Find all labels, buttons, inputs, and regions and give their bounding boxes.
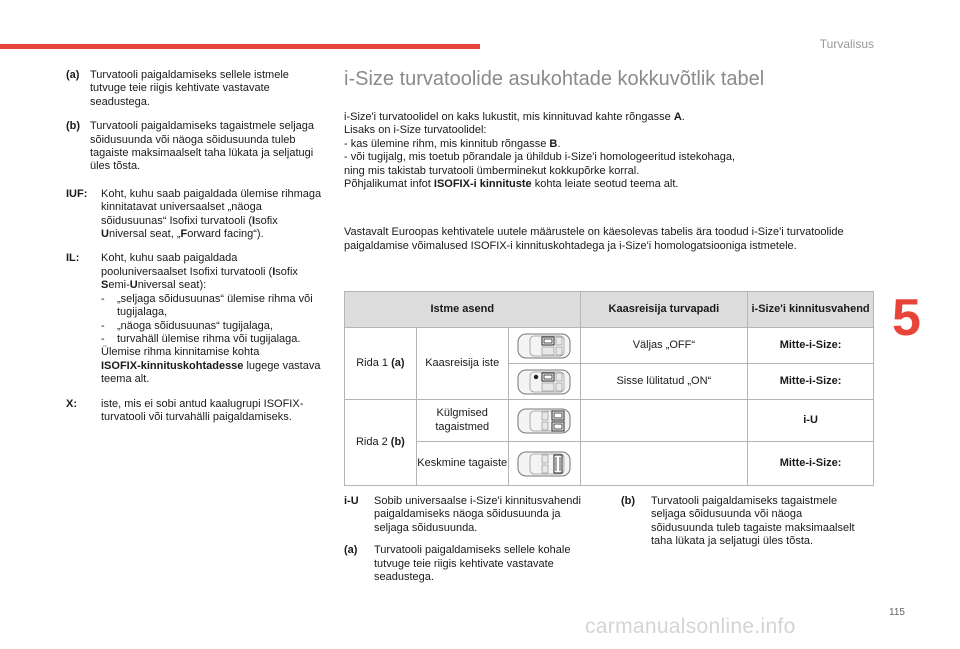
page-number: 115 bbox=[889, 607, 905, 618]
legend-text: Koht, kuhu saab paigaldada ülemise rihmaga kinnitatavat universaalset „näoga sõidusuunas“ Isofixi turvatooli (Isofix Universal seat, „Forward facing“). bbox=[101, 187, 322, 241]
table-header: Kaasreisija turvapadi bbox=[580, 292, 748, 328]
row-label: Rida 1 (a) bbox=[345, 328, 417, 400]
legend-text: iste, mis ei sobi antud kaalugrupi ISOFIX-turvatooli või turvahälli paigaldamiseks. bbox=[101, 397, 304, 423]
footnote-key: i-U bbox=[344, 495, 359, 507]
legend-key: (a) bbox=[66, 69, 80, 81]
airbag-empty bbox=[580, 400, 748, 442]
car-seat-icon bbox=[508, 364, 580, 400]
car-seat-icon bbox=[508, 328, 580, 364]
footnote-text: Turvatooli paigaldamiseks sellele kohale tutvuge teie riigis kehtivate vastavate seadustega. bbox=[374, 544, 571, 584]
legend-a bbox=[66, 69, 324, 109]
isize-value: Mitte-i-Size: bbox=[748, 364, 874, 400]
legend-key: IUF: bbox=[66, 187, 88, 200]
isize-table bbox=[344, 291, 874, 486]
paragraph: Lisaks on i-Size turvatoolidel: bbox=[344, 124, 487, 137]
legend-text: Turvatooli paigaldamiseks tagaistmele seljaga sõidusuunda või näoga sõidusuunda tuleb tagaiste maksimaalselt taha lükata ja seljatugi üles tõsta. bbox=[90, 120, 314, 173]
airbag-empty bbox=[580, 442, 748, 486]
legend-b bbox=[66, 120, 324, 174]
legend-text: Koht, kuhu saab paigaldada pooluniversaalset Isofixi turvatooli (Isofix Semi-Universal seat): - „seljaga sõidusuunas“ ülemise rihma või tugijalaga, - „näoga sõidusuunas“ tugijalaga, - turvahäll ülemise rihma või tugijalaga. Ülemise rihma kinnitamise kohta ISOFIX-kinnituskohtadesse lugege vastava teema alt. bbox=[101, 252, 324, 386]
list-item: - „näoga sõidusuunas“ tugijalaga, bbox=[101, 319, 273, 332]
table-header: Istme asend bbox=[345, 292, 581, 328]
table-header-row bbox=[345, 292, 874, 328]
left-legend bbox=[66, 69, 324, 435]
legend-il bbox=[66, 252, 324, 386]
table-row bbox=[345, 442, 874, 486]
isize-value: Mitte-i-Size: bbox=[748, 328, 874, 364]
list-item: - „seljaga sõidusuunas“ ülemise rihma või tugijalaga, bbox=[101, 292, 313, 319]
seat-name: Keskmine tagaiste bbox=[416, 442, 508, 486]
section-header: Turvalisus bbox=[819, 37, 874, 51]
main-content bbox=[344, 66, 874, 253]
chapter-number: 5 bbox=[892, 289, 921, 347]
isize-value: i-U bbox=[748, 400, 874, 442]
airbag-on: Sisse lülitatud „ON“ bbox=[580, 364, 748, 400]
legend-key: X: bbox=[66, 397, 77, 410]
table-row bbox=[345, 328, 874, 364]
footnote-b bbox=[621, 495, 861, 549]
isize-value: Mitte-i-Size: bbox=[748, 442, 874, 486]
legend-text: Turvatooli paigaldamiseks sellele istmele tutvuge teie riigis kehtivate vastavate seadustega. bbox=[90, 69, 289, 108]
table-header: i-Size'i kinnitusvahend bbox=[748, 292, 874, 328]
top-accent-bar bbox=[0, 44, 480, 49]
airbag-off: Väljas „OFF“ bbox=[580, 328, 748, 364]
legend-x bbox=[66, 398, 324, 425]
paragraph: Põhjalikumat infot ISOFIX-i kinnituste kohta leiate seotud teema alt. bbox=[344, 178, 679, 191]
paragraph: - või tugijalg, mis toetub põrandale ja ühildub i-Size'i homologeeritud istekohaga, bbox=[344, 151, 735, 164]
legend-key: (b) bbox=[66, 120, 81, 133]
watermark: carmanualsonline.info bbox=[585, 615, 796, 638]
footnote-key: (b) bbox=[621, 495, 636, 507]
seat-name: Külgmised tagaistmed bbox=[416, 400, 508, 442]
footnote-text: Sobib universaalse i-Size'i kinnitusvahendi paigaldamiseks näoga sõidusuunda ja seljaga sõidusuunda. bbox=[374, 495, 581, 534]
footnote-a bbox=[344, 544, 594, 584]
paragraph: Vastavalt Euroopas kehtivatele uutele määrustele on käesolevas tabelis ära toodud i-Size'i turvatoolide paigaldamise võimalused ISOFIX-i kinnituskohtadega ja i-Size'i homologatsiooniga istmetele. bbox=[344, 226, 844, 252]
footnotes-right bbox=[621, 495, 861, 558]
paragraph: i-Size'i turvatoolidel on kaks lukustit, mis kinnituvad kahte rõngasse A. bbox=[344, 111, 685, 123]
footnotes-left bbox=[344, 495, 594, 593]
table-row bbox=[345, 400, 874, 442]
car-seat-icon bbox=[508, 400, 580, 442]
paragraph: ning mis takistab turvatooli ümberminekut kokkupõrke korral. bbox=[344, 164, 640, 177]
footnote-key: (a) bbox=[344, 544, 358, 557]
footnote-iu bbox=[344, 495, 594, 535]
page-title: i-Size turvatoolide asukohtade kokkuvõtlik tabel bbox=[344, 68, 765, 90]
car-seat-icon bbox=[508, 442, 580, 486]
footnote-text: Turvatooli paigaldamiseks tagaistmele seljaga sõidusuunda või näoga sõidusuunda tuleb tagaiste maksimaalselt taha lükata ja seljatugi üles tõsta. bbox=[651, 495, 855, 548]
list-item: - turvahäll ülemise rihma või tugijalaga. bbox=[101, 332, 301, 345]
legend-iuf bbox=[66, 188, 324, 242]
legend-key: IL: bbox=[66, 252, 80, 265]
seat-name: Kaasreisija iste bbox=[416, 328, 508, 400]
paragraph: - kas ülemine rihm, mis kinnitub rõngasse B. bbox=[344, 137, 561, 150]
row-label: Rida 2 (b) bbox=[345, 400, 417, 486]
